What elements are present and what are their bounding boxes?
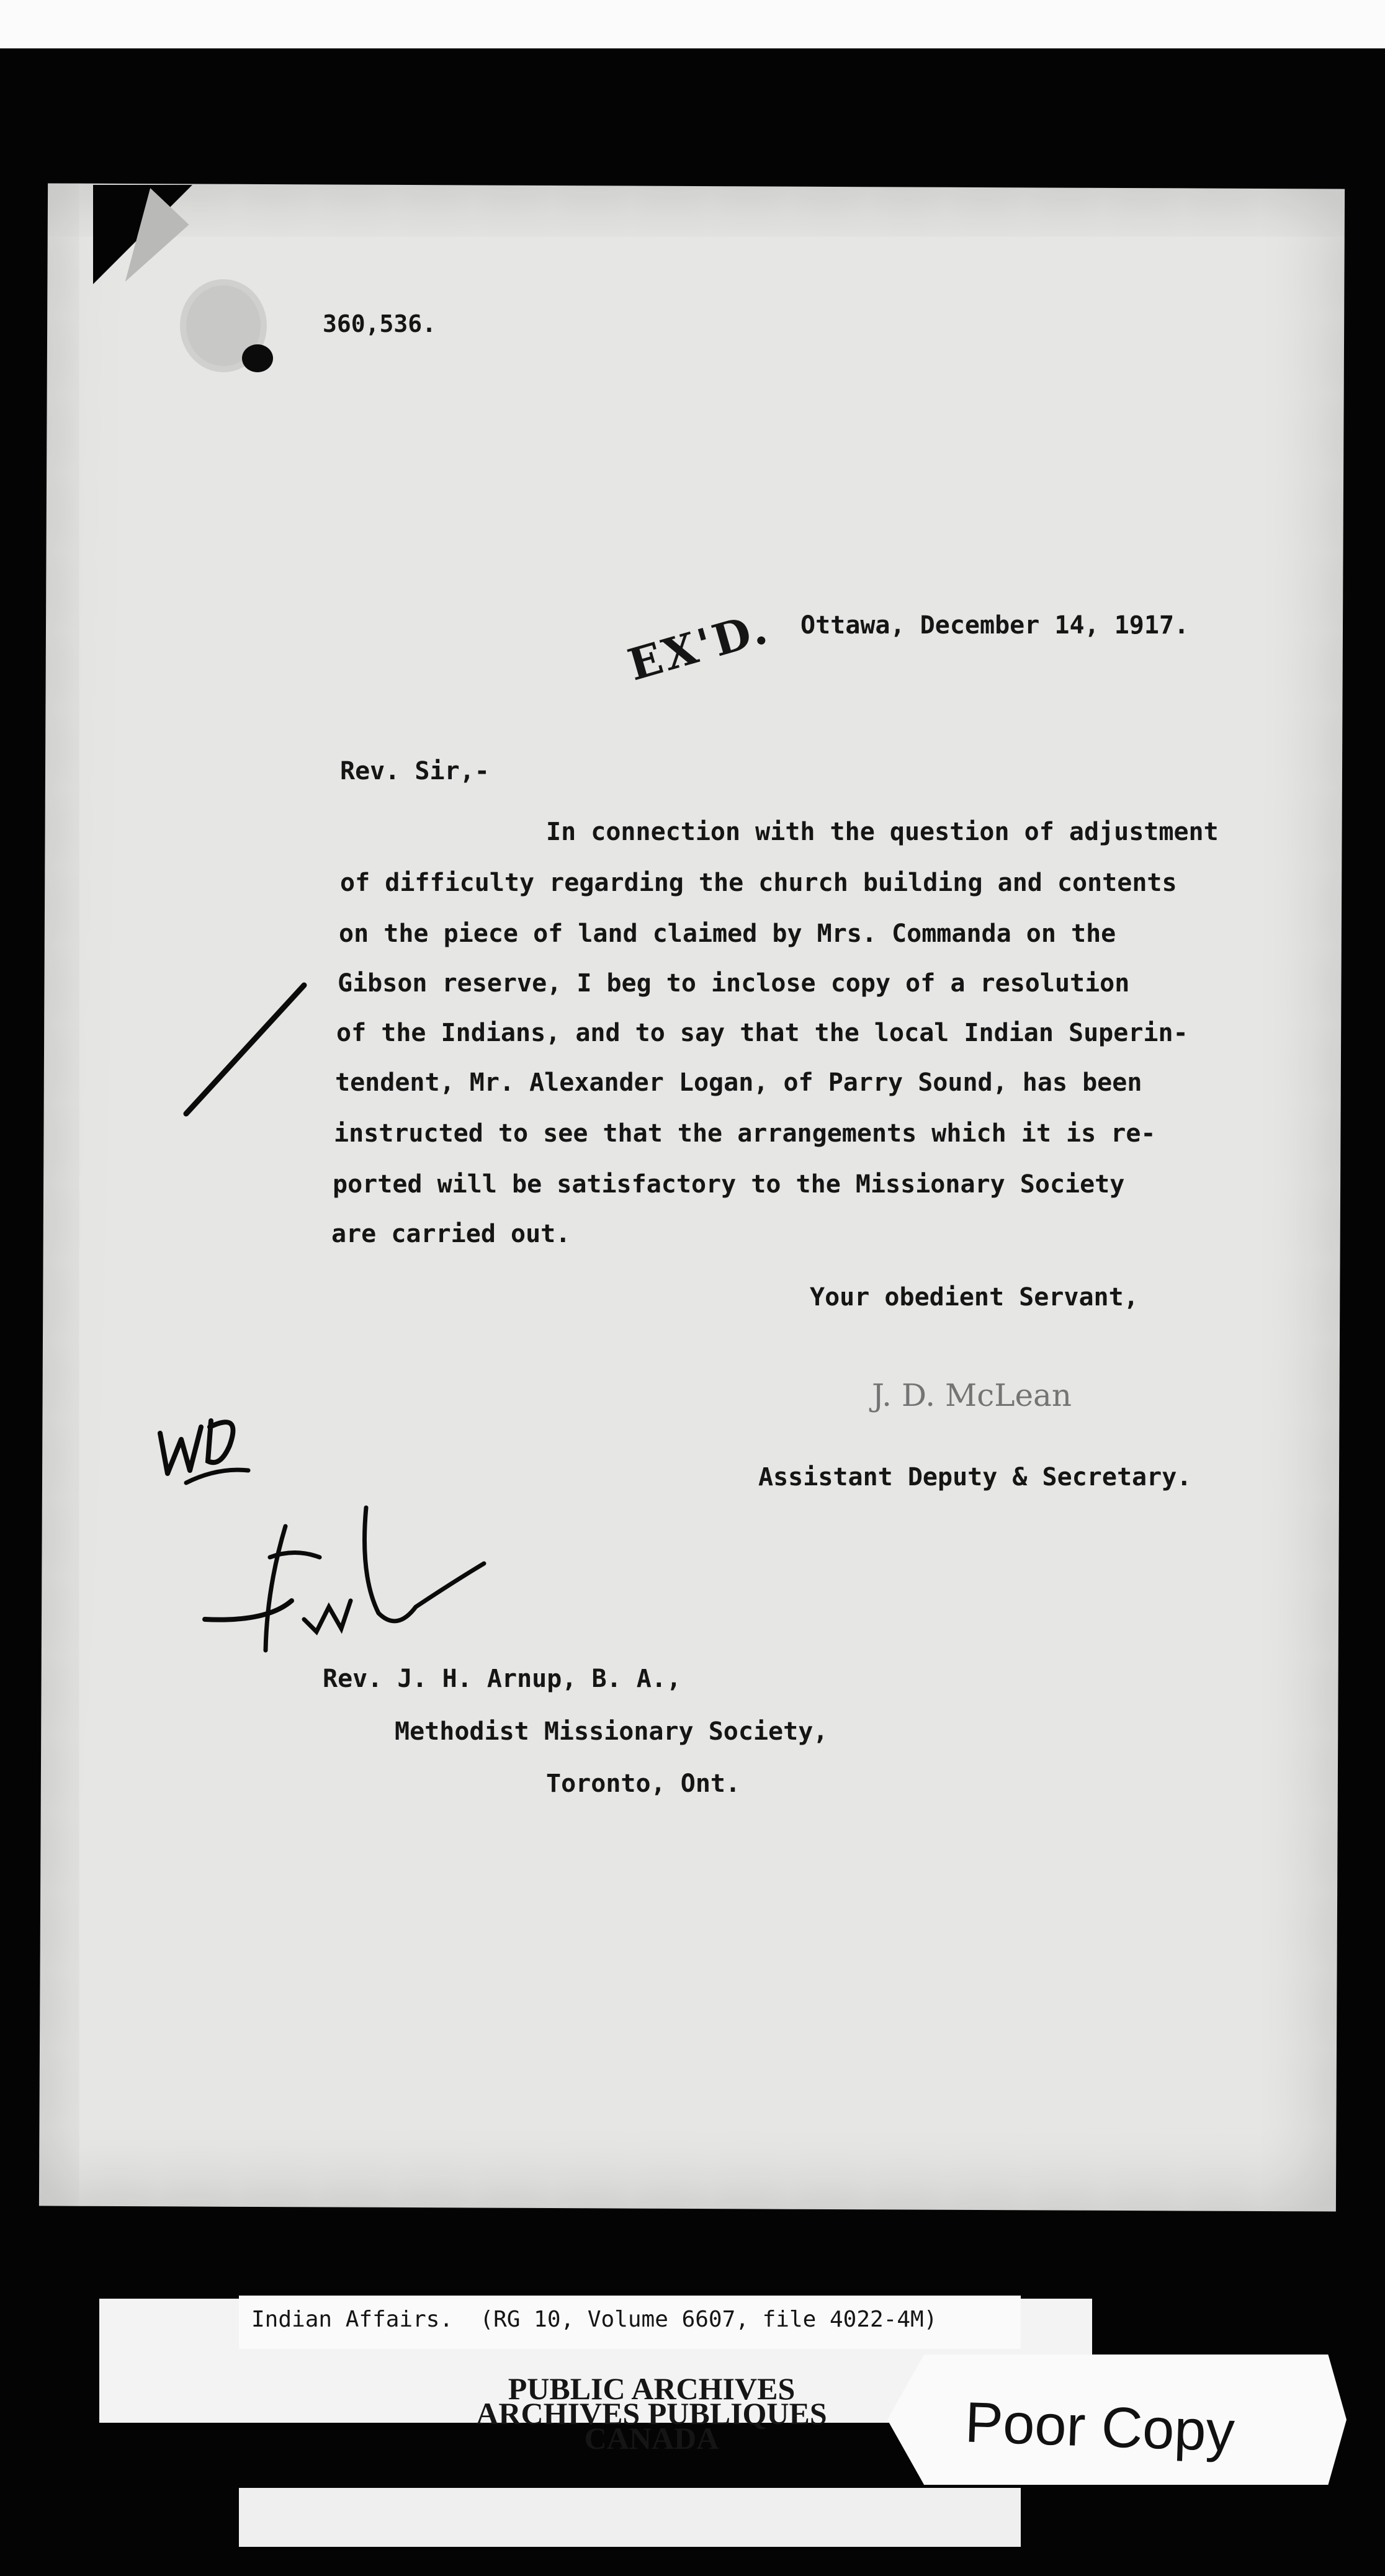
body-line: of difficulty regarding the church building and contents: [340, 869, 1177, 897]
closing: Your obedient Servant,: [810, 1283, 1139, 1312]
archives-stamp: [434, 2371, 869, 2456]
body-line: In connection with the question of adjustment: [546, 818, 1219, 846]
body-line: on the piece of land claimed by Mrs. Commanda on the: [339, 919, 1116, 948]
ink-blot: [242, 344, 273, 372]
addressee-line: Methodist Missionary Society,: [395, 1717, 828, 1746]
archives-line: CANADA: [584, 2421, 719, 2456]
handwritten-initials-wd: [149, 1353, 267, 1489]
top-border: [0, 0, 1385, 48]
body-line: instructed to see that the arrangements which it is re-: [334, 1119, 1156, 1148]
archives-line: PUBLIC ARCHIVES: [508, 2371, 796, 2406]
archives-line: ARCHIVES PUBLIQUES: [476, 2396, 827, 2431]
quality-tag-text: Poor Copy: [964, 2390, 1236, 2464]
signature-stamp: J. D. McLean: [872, 1377, 1072, 1413]
addressee-line: Rev. J. H. Arnup, B. A.,: [323, 1665, 681, 1693]
signatory-title: Assistant Deputy & Secretary.: [758, 1463, 1192, 1491]
archive-bottom-strip: [239, 2488, 1021, 2547]
body-line: are carried out.: [331, 1220, 571, 1248]
archive-reference: Indian Affairs. (RG 10, Volume 6607, file 4022-4M): [251, 2307, 938, 2332]
body-line: Gibson reserve, I beg to inclose copy of a resolution: [338, 969, 1130, 998]
handwritten-initials-signature: [192, 1489, 503, 1675]
file-number: 360,536.: [323, 310, 437, 338]
body-line: tendent, Mr. Alexander Logan, of Parry Sound, has been: [335, 1068, 1142, 1097]
margin-slash-mark: [174, 974, 316, 1123]
addressee-line: Toronto, Ont.: [546, 1769, 741, 1798]
exd-stamp: EX'D.: [622, 601, 775, 691]
body-line: ported will be satisfactory to the Missionary Society: [333, 1170, 1125, 1199]
salutation: Rev. Sir,-: [340, 757, 490, 785]
body-line: of the Indians, and to say that the local Indian Superin-: [336, 1019, 1188, 1047]
place-date: Ottawa, December 14, 1917.: [800, 611, 1190, 640]
